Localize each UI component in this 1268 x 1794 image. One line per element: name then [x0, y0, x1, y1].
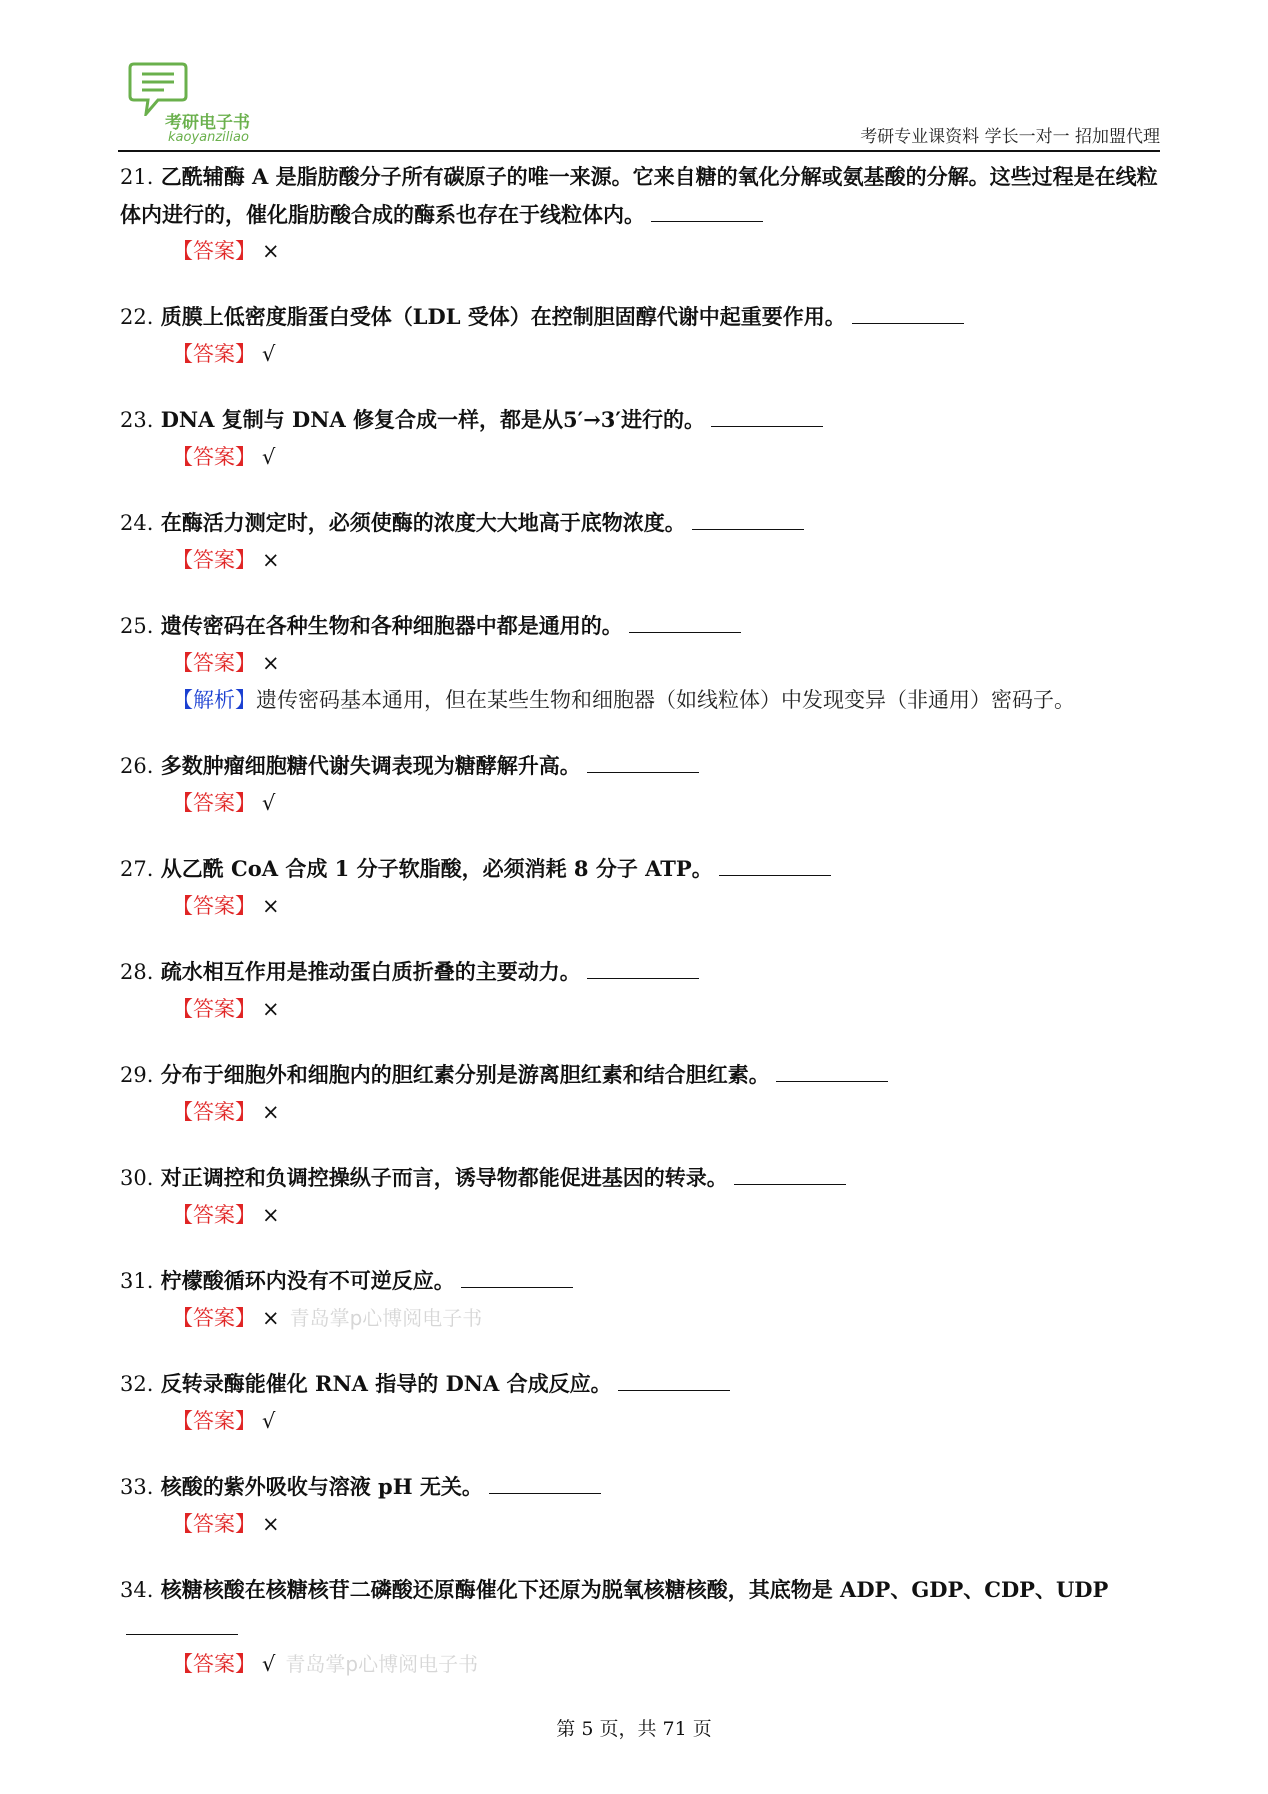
question-text: 核酸的紫外吸收与溶液 pH 无关。 — [160, 1474, 483, 1499]
question-number: 23. — [120, 408, 154, 432]
question-number: 27. — [120, 857, 154, 881]
question-number: 22. — [120, 305, 154, 329]
question-number: 28. — [120, 960, 154, 984]
answer-blank — [852, 305, 964, 324]
question-text: 乙酰辅酶 A 是脂肪酸分子所有碳原子的唯一来源。它来自糖的氧化分解或氨基酸的分解。这些过程是在线粒体内进行的，催化脂肪酸合成的酶系也存在于线粒体内。 — [120, 164, 1158, 227]
answer-line — [172, 1094, 1162, 1131]
question-line — [120, 1365, 1162, 1403]
question-list — [120, 158, 1162, 1711]
explanation-text: 遗传密码基本通用，但在某些生物和细胞器（如线粒体）中发现变异（非通用）密码子。 — [256, 688, 1075, 712]
question-line — [120, 1571, 1162, 1646]
answer-label: 【答案】 — [172, 1409, 256, 1433]
answer-value: √ — [262, 791, 276, 815]
answer-line — [172, 1197, 1162, 1234]
answer-value: × — [262, 239, 280, 263]
question-text: 遗传密码在各种生物和各种细胞器中都是通用的。 — [160, 613, 623, 638]
watermark-text: 青岛掌p心博阅电子书 — [289, 1306, 483, 1330]
answer-label: 【答案】 — [172, 1100, 256, 1124]
explanation-line — [172, 682, 1162, 719]
question-line — [120, 1159, 1162, 1197]
answer-blank — [126, 1616, 238, 1635]
question-item — [120, 158, 1162, 270]
answer-blank — [692, 511, 804, 530]
question-line — [120, 953, 1162, 991]
question-number: 32. — [120, 1372, 154, 1396]
answer-line — [172, 233, 1162, 270]
answer-label: 【答案】 — [172, 1203, 256, 1227]
question-text: 多数肿瘤细胞糖代谢失调表现为糖酵解升高。 — [160, 753, 581, 778]
logo — [128, 60, 288, 150]
logo-subtext: kaoyanziliao — [168, 130, 249, 145]
question-text: DNA 复制与 DNA 修复合成一样，都是从5′→3′进行的。 — [160, 407, 705, 432]
answer-value: √ — [262, 1409, 276, 1433]
question-text: 质膜上低密度脂蛋白受体（LDL 受体）在控制胆固醇代谢中起重要作用。 — [160, 304, 846, 329]
question-number: 33. — [120, 1475, 154, 1499]
question-number: 34. — [120, 1578, 154, 1602]
answer-value: × — [262, 1100, 280, 1124]
question-item — [120, 401, 1162, 476]
answer-line — [172, 336, 1162, 373]
question-line — [120, 1056, 1162, 1094]
question-item — [120, 1262, 1162, 1337]
logo-text: 考研电子书 — [165, 113, 250, 133]
page-footer: 第 5 页，共 71 页 — [556, 1718, 712, 1740]
answer-value: × — [262, 651, 280, 675]
answer-label: 【答案】 — [172, 1512, 256, 1536]
question-number: 24. — [120, 511, 154, 535]
answer-blank — [461, 1269, 573, 1288]
question-line — [120, 401, 1162, 439]
answer-label: 【答案】 — [172, 445, 256, 469]
answer-line — [172, 991, 1162, 1028]
answer-label: 【答案】 — [172, 342, 256, 366]
question-number: 30. — [120, 1166, 154, 1190]
answer-line — [172, 542, 1162, 579]
answer-line — [172, 785, 1162, 822]
answer-value: × — [262, 1512, 280, 1536]
question-text: 核糖核酸在核糖核苷二磷酸还原酶催化下还原为脱氧核糖核酸，其底物是 ADP、GDP、CDP、UDP — [160, 1577, 1109, 1602]
question-text: 柠檬酸循环内没有不可逆反应。 — [160, 1268, 455, 1293]
question-text: 从乙酰 CoA 合成 1 分子软脂酸，必须消耗 8 分子 ATP。 — [160, 856, 713, 881]
answer-line — [172, 1403, 1162, 1440]
answer-value: × — [262, 997, 280, 1021]
watermark-text: 青岛掌p心博阅电子书 — [285, 1652, 479, 1676]
answer-label: 【答案】 — [172, 1652, 256, 1676]
question-item — [120, 850, 1162, 925]
question-item — [120, 1159, 1162, 1234]
question-item — [120, 1365, 1162, 1440]
answer-value: √ — [262, 445, 276, 469]
question-line — [120, 747, 1162, 785]
question-item — [120, 953, 1162, 1028]
question-number: 21. — [120, 165, 154, 189]
answer-label: 【答案】 — [172, 651, 256, 675]
answer-line — [172, 1300, 1162, 1337]
answer-blank — [776, 1063, 888, 1082]
answer-label: 【答案】 — [172, 894, 256, 918]
question-item — [120, 1468, 1162, 1543]
answer-line — [172, 888, 1162, 925]
answer-blank — [629, 614, 741, 633]
answer-label: 【答案】 — [172, 239, 256, 263]
answer-value: × — [262, 548, 280, 572]
answer-value: √ — [262, 1652, 276, 1676]
answer-line — [172, 1646, 1162, 1683]
explanation-label: 【解析】 — [172, 688, 256, 712]
answer-label: 【答案】 — [172, 548, 256, 572]
question-line — [120, 1468, 1162, 1506]
question-line — [120, 850, 1162, 888]
answer-label: 【答案】 — [172, 1306, 256, 1330]
question-text: 反转录酶能催化 RNA 指导的 DNA 合成反应。 — [160, 1371, 612, 1396]
answer-blank — [618, 1372, 730, 1391]
answer-line — [172, 1506, 1162, 1543]
answer-blank — [587, 754, 699, 773]
question-item — [120, 504, 1162, 579]
header-divider — [118, 150, 1160, 152]
answer-line — [172, 439, 1162, 476]
answer-blank — [651, 203, 763, 222]
answer-value: × — [262, 894, 280, 918]
question-line — [120, 504, 1162, 542]
answer-value: √ — [262, 342, 276, 366]
question-item — [120, 747, 1162, 822]
question-item — [120, 607, 1162, 719]
answer-line — [172, 645, 1162, 682]
question-text: 疏水相互作用是推动蛋白质折叠的主要动力。 — [160, 959, 581, 984]
question-text: 对正调控和负调控操纵子而言，诱导物都能促进基因的转录。 — [160, 1165, 728, 1190]
answer-blank — [489, 1475, 601, 1494]
question-text: 在酶活力测定时，必须使酶的浓度大大地高于底物浓度。 — [160, 510, 686, 535]
question-number: 31. — [120, 1269, 154, 1293]
question-line — [120, 607, 1162, 645]
answer-blank — [587, 960, 699, 979]
question-line — [120, 1262, 1162, 1300]
question-line — [120, 158, 1162, 233]
question-text: 分布于细胞外和细胞内的胆红素分别是游离胆红素和结合胆红素。 — [160, 1062, 770, 1087]
answer-value: × — [262, 1203, 280, 1227]
question-line — [120, 298, 1162, 336]
question-number: 25. — [120, 614, 154, 638]
answer-blank — [734, 1166, 846, 1185]
answer-label: 【答案】 — [172, 791, 256, 815]
question-item — [120, 1056, 1162, 1131]
question-item — [120, 298, 1162, 373]
question-number: 29. — [120, 1063, 154, 1087]
answer-label: 【答案】 — [172, 997, 256, 1021]
answer-blank — [711, 408, 823, 427]
question-number: 26. — [120, 754, 154, 778]
answer-value: × — [262, 1306, 280, 1330]
answer-blank — [719, 857, 831, 876]
question-item — [120, 1571, 1162, 1683]
header-tagline: 考研专业课资料 学长一对一 招加盟代理 — [860, 127, 1160, 147]
